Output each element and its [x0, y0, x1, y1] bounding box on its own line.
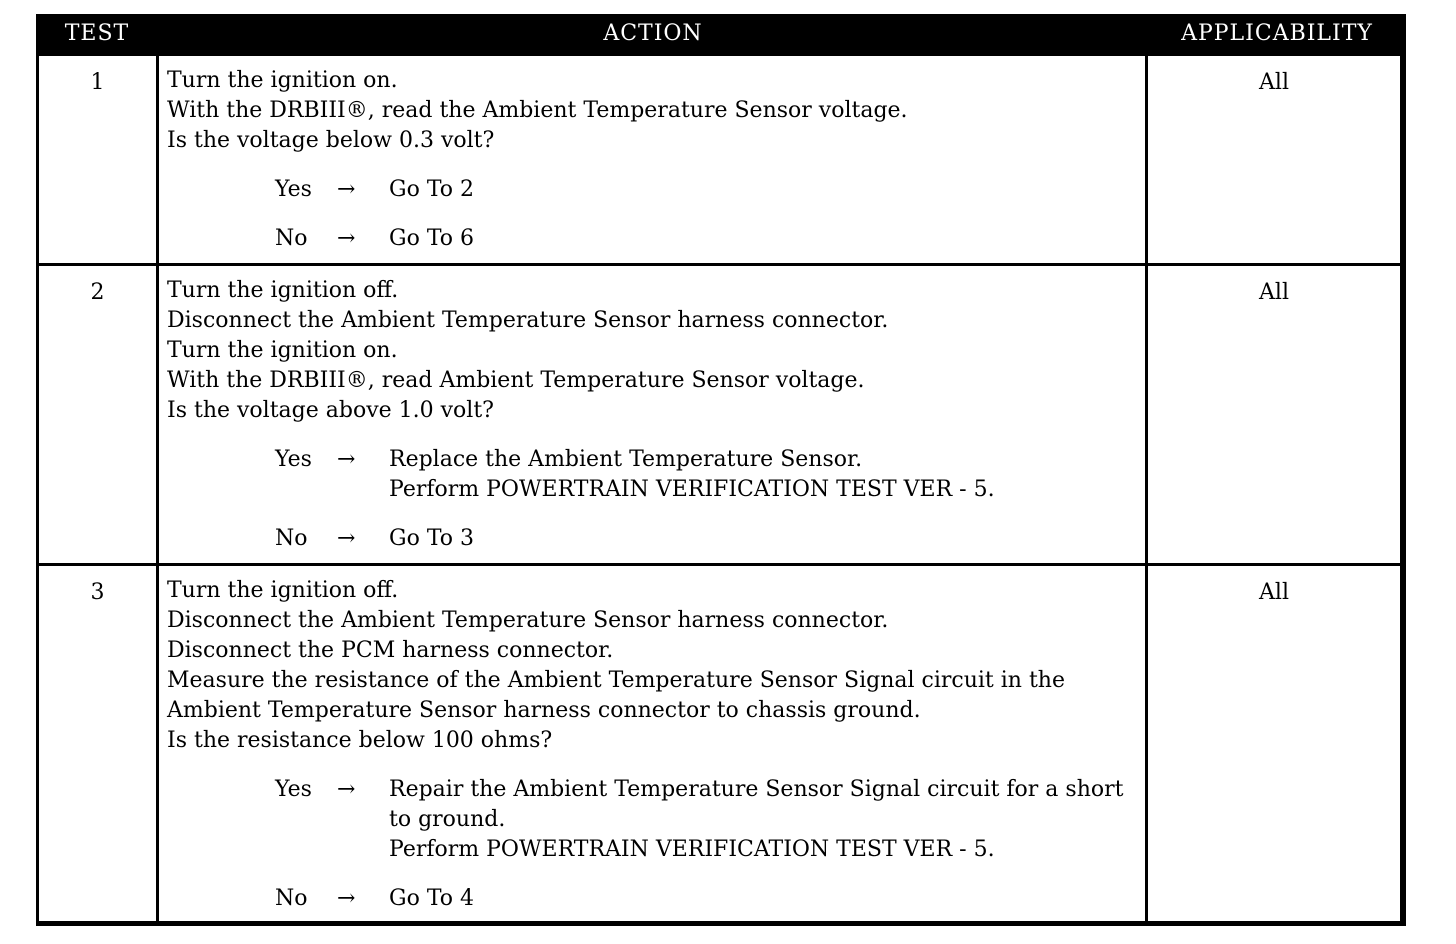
- row-2-step: Is the voltage above 1.0 volt?: [167, 398, 494, 423]
- arrow-icon: →: [337, 777, 356, 802]
- header-applicability: APPLICABILITY: [1181, 21, 1373, 46]
- yes-result: Go To 2: [389, 177, 475, 202]
- table-header: [36, 14, 1406, 54]
- no-result: Go To 3: [389, 526, 475, 551]
- row-1-step: With the DRBIII®, read the Ambient Temperature Sensor voltage.: [167, 98, 908, 123]
- header-test: TEST: [64, 21, 130, 46]
- row-1-step: Turn the ignition on.: [167, 68, 398, 93]
- yes-result: Replace the Ambient Temperature Sensor.: [389, 447, 863, 472]
- row-1-test-number: 1: [39, 56, 156, 263]
- row-2-step: Disconnect the Ambient Temperature Sensor harness connector.: [167, 308, 889, 333]
- yes-result: to ground.: [389, 807, 506, 832]
- row-2-no-outcome: [167, 524, 1145, 554]
- row-3-step: Ambient Temperature Sensor harness connector to chassis ground.: [167, 698, 921, 723]
- row-3-step: Is the resistance below 100 ohms?: [167, 728, 553, 753]
- no-label: No: [275, 226, 308, 251]
- row-2-step: With the DRBIII®, read Ambient Temperature Sensor voltage.: [167, 368, 865, 393]
- row-3-test-number: 3: [39, 566, 156, 921]
- yes-result: Perform POWERTRAIN VERIFICATION TEST VER - 5.: [389, 477, 995, 502]
- arrow-icon: →: [337, 447, 356, 472]
- row-2-test-number: 2: [39, 266, 156, 563]
- row-3-step: Disconnect the Ambient Temperature Sensor harness connector.: [167, 608, 889, 633]
- row-1-step: Is the voltage below 0.3 volt?: [167, 128, 495, 153]
- yes-label: Yes: [275, 447, 312, 472]
- arrow-icon: →: [337, 177, 356, 202]
- row-2-yes-outcome: [167, 445, 1145, 505]
- yes-label: Yes: [275, 777, 312, 802]
- row-2-step: Turn the ignition off.: [167, 278, 399, 303]
- yes-result: Perform POWERTRAIN VERIFICATION TEST VER - 5.: [389, 837, 995, 862]
- no-label: No: [275, 526, 308, 551]
- row-3-step: Turn the ignition off.: [167, 578, 399, 603]
- row-1-no-outcome: [167, 224, 1145, 254]
- header-action: ACTION: [603, 21, 703, 46]
- diagnostic-table: [36, 14, 1406, 926]
- row-1-applicability: All: [1148, 56, 1400, 263]
- no-label: No: [275, 886, 308, 911]
- no-result: Go To 4: [389, 886, 475, 911]
- arrow-icon: →: [337, 886, 356, 911]
- no-result: Go To 6: [389, 226, 475, 251]
- row-3-applicability: All: [1148, 566, 1400, 921]
- row-3-no-outcome: [167, 884, 1145, 914]
- row-1-yes-outcome: [167, 175, 1145, 205]
- yes-label: Yes: [275, 177, 312, 202]
- row-1-action: [159, 56, 1145, 263]
- yes-result: Repair the Ambient Temperature Sensor Signal circuit for a short: [389, 777, 1124, 802]
- row-2-action: [159, 266, 1145, 563]
- arrow-icon: →: [337, 226, 356, 251]
- row-3-step: Disconnect the PCM harness connector.: [167, 638, 614, 663]
- row-2-step: Turn the ignition on.: [167, 338, 398, 363]
- row-3-action: [159, 566, 1145, 921]
- arrow-icon: →: [337, 526, 356, 551]
- row-3-step: Measure the resistance of the Ambient Temperature Sensor Signal circuit in the: [167, 668, 1065, 693]
- row-3-yes-outcome: [167, 775, 1145, 865]
- row-2-applicability: All: [1148, 266, 1400, 563]
